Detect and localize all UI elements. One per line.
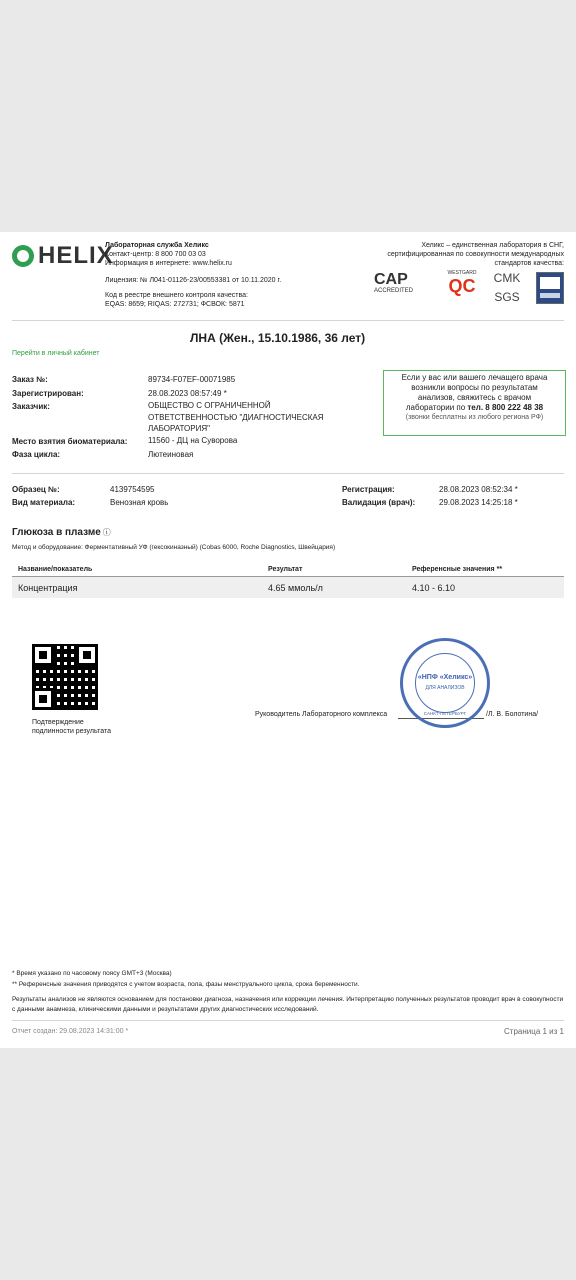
contact-center: Контакт-центр: 8 800 700 03 03: [105, 251, 206, 258]
quality-line-2: сертифицированная по совокупности международных: [387, 251, 564, 258]
cap-logo: [374, 272, 434, 302]
registration-label: Регистрация:: [342, 485, 395, 494]
biomaterial-place: 11560 - ДЦ на Суворова: [148, 436, 238, 446]
sample-values: [110, 484, 168, 509]
footnote-reference: ** Референсные значения приводятся с учетом возраста, пола, фазы менструального цикла, срока беременности.: [12, 981, 360, 988]
head-name: /Л. В. Болотина/: [486, 711, 539, 718]
disclaimer: Результаты анализов не являются основанием для постановки диагноза, назначения или коррекции лечения. Интерпретацию полученных результатов проводит врач в совокупности с данными анамнеза, клиническими данными и результатами других диагностических исследований.: [12, 996, 564, 1013]
qr-code[interactable]: [32, 644, 98, 710]
head-label: Руководитель Лабораторного комплекса: [255, 711, 388, 718]
qr-caption: [32, 718, 111, 736]
notice-line-3: анализов, свяжитесь с врачом: [417, 393, 532, 402]
globalgroup-logo: [536, 272, 564, 304]
stamp-bottom-text: САНКТ-ПЕТЕРБУРГ: [423, 711, 467, 716]
register-title: Код в реестре внешнего контроля качества:: [105, 292, 248, 299]
cap-sub-text: ACCREDITED: [374, 288, 414, 294]
sample-number: 4139754595: [110, 485, 155, 494]
cycle-phase: Лютеиновая: [148, 449, 194, 459]
validation-label: Валидация (врач):: [342, 497, 416, 507]
westgard-logo: [444, 270, 480, 300]
test-method: Метод и оборудование: Ферментативный УФ (гексокиназный) (Cobas 6000, Roche Diagnostics, Швейцария): [12, 544, 336, 551]
registration-date: 28.08.2023 08:52:34 *: [439, 485, 518, 494]
quality-line-3: стандартов качества:: [494, 260, 564, 267]
test-title: [12, 527, 111, 538]
order-values: [148, 373, 358, 461]
website: Информация в интернете: www.helix.ru: [105, 260, 232, 267]
registered-date: 28.08.2023 08:57:49 *: [148, 388, 227, 398]
material-label: Вид материала:: [12, 497, 76, 507]
stamp-center-text: «НПФ «Хеликс»: [417, 674, 473, 681]
notice-line-1: Если у вас или вашего лечащего врача: [401, 373, 548, 382]
quality-info: [354, 241, 564, 268]
notice-phone: тел. 8 800 222 48 38: [467, 403, 544, 412]
col-result-header: Результат: [268, 566, 303, 573]
biomaterial-place-label: Место взятия биоматериала:: [12, 436, 128, 446]
row-result: 4.65 ммоль/л: [268, 583, 323, 593]
row-name: Концентрация: [18, 583, 78, 593]
customer-label: Заказчик:: [12, 402, 50, 412]
report-page: [0, 232, 576, 1048]
footnote-time: * Время указано по часовому поясу GMT+3 (Москва): [12, 970, 172, 977]
sample-labels: [12, 484, 75, 509]
license: Лицензия: № Л041-01126-23/00553381 от 10.11.2020 г.: [105, 277, 282, 284]
register-codes: EQAS: 8659; RIQAS: 272731; ФСВОК: 5871: [105, 301, 245, 308]
order-label: Заказ №:: [12, 375, 48, 384]
cycle-phase-label: Фаза цикла:: [12, 450, 61, 460]
lab-info: [105, 241, 325, 309]
col-ref-header: Референсные значения **: [412, 566, 503, 573]
helix-logo-icon: [12, 245, 34, 267]
cap-text: CAP: [374, 271, 408, 288]
order-number: 89734-F07EF-00071985: [148, 375, 236, 384]
sgs-logo: [492, 272, 522, 304]
validation-date: 29.08.2023 14:25:18 *: [439, 497, 518, 507]
qr-caption-1: Подтверждение: [32, 719, 84, 726]
doctor-contact-notice: [383, 370, 566, 436]
sample-label: Образец №:: [12, 485, 60, 494]
date-values: [439, 484, 518, 509]
footer-divider: [12, 1020, 564, 1021]
col-name-header: Название/показатель: [18, 566, 93, 573]
qr-caption-2: подлинности результата: [32, 728, 111, 735]
info-icon[interactable]: ⓘ: [102, 528, 111, 537]
notice-line-5: (звонки бесплатны из любого региона РФ): [405, 414, 544, 421]
row-reference: 4.10 - 6.10: [412, 583, 456, 593]
westgard-text: WESTGARD: [447, 270, 477, 276]
test-title-text: Глюкоза в плазме: [12, 527, 101, 538]
registered-label: Зарегистрирован:: [12, 388, 84, 398]
section-divider: [12, 473, 564, 474]
header-divider: [12, 320, 564, 321]
sgs-text: SGS: [494, 290, 520, 304]
cmk-text: CMK: [493, 271, 521, 285]
report-created: Отчет создан: 29.08.2023 14:31:00 *: [12, 1028, 129, 1035]
lab-name: Лабораторная служба Хеликс: [105, 242, 209, 249]
logo-text: HELIX: [38, 242, 114, 269]
helix-logo: [12, 242, 114, 270]
order-labels: [12, 373, 127, 462]
quality-line-1: Хеликс – единственная лаборатория в СНГ,: [421, 242, 564, 249]
patient-name: ЛНА (Жен., 15.10.1986, 36 лет): [190, 331, 366, 345]
table-row: [12, 577, 564, 598]
material-type: Венозная кровь: [110, 497, 169, 507]
stamp-sub-text: ДЛЯ АНАЛИЗОВ: [425, 685, 465, 691]
lab-stamp: [400, 638, 490, 728]
personal-cabinet-link[interactable]: Перейти в личный кабинет: [12, 350, 100, 357]
qc-text: QC: [448, 276, 476, 296]
customer-name: ОБЩЕСТВО С ОГРАНИЧЕННОЙ ОТВЕТСТВЕННОСТЬЮ "ДИАГНОСТИЧЕСКАЯ ЛАБОРАТОРИЯ": [148, 401, 324, 433]
date-labels: [342, 484, 415, 509]
notice-line-2: возникли вопросы по результатам: [411, 383, 538, 392]
notice-line-4: лаборатории по: [405, 403, 468, 412]
page-number: Страница 1 из 1: [504, 1027, 564, 1036]
